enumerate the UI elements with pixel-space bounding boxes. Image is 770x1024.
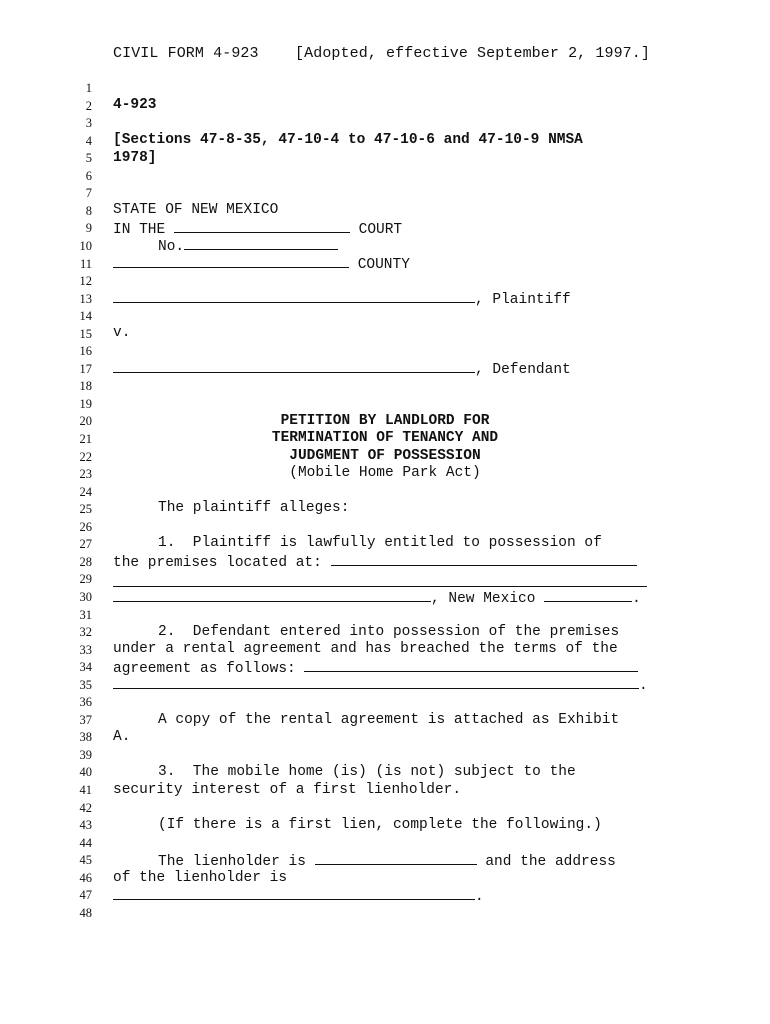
- lienholder-line-1: [158, 851, 616, 869]
- new-mexico-line: [113, 588, 641, 606]
- premises-address-field[interactable]: [331, 552, 637, 566]
- breach-terms-field-2[interactable]: [113, 675, 639, 689]
- line-number: 1: [85, 81, 92, 95]
- line-number: 13: [79, 291, 92, 306]
- line-number: 47: [79, 888, 92, 903]
- address-label: and the address: [485, 854, 616, 870]
- line-number: 41: [79, 783, 92, 797]
- premises-label: the premises located at:: [113, 555, 322, 571]
- line-number: 45: [79, 853, 92, 868]
- state-caption: STATE OF NEW MEXICO: [113, 202, 279, 218]
- period: .: [632, 591, 641, 607]
- line-number: 40: [79, 765, 92, 780]
- in-the-label: IN THE: [113, 222, 166, 238]
- plaintiff-line: [113, 289, 571, 307]
- title-line-1: PETITION BY LANDLORD FOR: [280, 413, 490, 429]
- line-number: 46: [79, 870, 92, 885]
- line-number: 32: [79, 625, 92, 640]
- breach-terms-line-2: [113, 675, 648, 693]
- line-number: 38: [79, 730, 92, 745]
- line-number: 42: [79, 800, 92, 815]
- line-number: 28: [79, 554, 92, 569]
- alleges: The plaintiff alleges:: [158, 500, 350, 516]
- line-number: 34: [79, 660, 92, 675]
- line-number: 16: [79, 344, 92, 359]
- line-number: 8: [85, 203, 92, 218]
- county-line: [113, 254, 410, 272]
- line-number: 22: [79, 449, 92, 464]
- case-number-field[interactable]: [184, 236, 338, 250]
- case-number-line: [158, 236, 338, 254]
- lienholder-name-field[interactable]: [315, 851, 477, 865]
- exhibit-line-2: A.: [113, 729, 131, 745]
- title-line-2: TERMINATION OF TENANCY AND: [271, 430, 499, 446]
- plaintiff-label: , Plaintiff: [475, 292, 571, 308]
- line-number: 29: [79, 572, 92, 587]
- premises-address-field-2[interactable]: [113, 586, 647, 587]
- lien-instruction: (If there is a first lien, complete the following.): [158, 817, 602, 833]
- line-number: 20: [79, 414, 92, 429]
- line-number: 44: [79, 835, 92, 850]
- period-3: .: [475, 889, 484, 905]
- form-number: 4-923: [113, 97, 157, 113]
- period-2: .: [639, 678, 648, 694]
- line-number: 39: [79, 747, 92, 762]
- form-header: [113, 45, 650, 62]
- premises-zip-field[interactable]: [544, 588, 632, 602]
- breach-terms-field[interactable]: [304, 658, 638, 672]
- case-number-label: No.: [158, 239, 185, 255]
- line-number: 5: [85, 151, 92, 166]
- new-mexico-label: , New Mexico: [431, 591, 536, 607]
- defendant-name-field[interactable]: [113, 359, 475, 373]
- line-number: 14: [79, 309, 92, 324]
- county-label: COUNTY: [357, 257, 410, 273]
- line-number: 2: [85, 98, 92, 113]
- premises-city-field[interactable]: [113, 588, 431, 602]
- title-line-3: JUDGMENT OF POSSESSION: [289, 448, 481, 464]
- exhibit-line-1: A copy of the rental agreement is attached as Exhibit: [158, 712, 620, 728]
- paragraph-3-line-2: security interest of a first lienholder.: [113, 782, 462, 798]
- line-number: 36: [79, 695, 92, 710]
- line-number: 26: [79, 519, 92, 534]
- line-number: 9: [85, 221, 92, 236]
- court-line: [113, 219, 402, 237]
- lienholder-address-line: [113, 886, 484, 904]
- lienholder-address-field[interactable]: [113, 886, 475, 900]
- paragraph-2-line-2: under a rental agreement and has breached the terms of the: [113, 641, 618, 657]
- lienholder-label: The lienholder is: [158, 854, 306, 870]
- court-label: COURT: [358, 222, 403, 238]
- plaintiff-name-field[interactable]: [113, 289, 475, 303]
- line-number: 7: [85, 186, 92, 201]
- defendant-label: , Defendant: [475, 362, 571, 378]
- paragraph-1-line-1: 1. Plaintiff is lawfully entitled to possession of: [158, 535, 602, 551]
- statute-sections: [Sections 47-8-35, 47-10-4 to 47-10-6 and 47-10-9 NMSA: [113, 132, 583, 148]
- line-number: 6: [85, 168, 92, 183]
- paragraph-3-line-1: 3. The mobile home (is) (is not) subject to the: [158, 764, 576, 780]
- paragraph-2-line-3: [113, 658, 638, 676]
- line-number: 4: [85, 133, 92, 148]
- line-number: 19: [79, 396, 92, 411]
- line-number: 10: [79, 238, 92, 253]
- line-number: 48: [79, 905, 92, 920]
- defendant-line: [113, 359, 571, 377]
- versus: v.: [113, 325, 131, 341]
- county-field[interactable]: [113, 254, 349, 268]
- line-number: 30: [79, 589, 92, 604]
- line-number: 23: [79, 467, 92, 482]
- line-number: 37: [79, 712, 92, 727]
- statute-sections-cont: 1978]: [113, 150, 157, 166]
- line-number: 25: [79, 502, 92, 517]
- line-number: 24: [79, 484, 92, 499]
- adoption-note: [Adopted, effective September 2, 1997.]: [295, 45, 650, 62]
- line-number: 12: [79, 274, 92, 289]
- line-number: 11: [79, 256, 92, 271]
- line-number: 17: [79, 361, 92, 376]
- line-number: 3: [85, 116, 92, 131]
- line-number: 15: [79, 326, 92, 341]
- court-name-field[interactable]: [174, 219, 350, 233]
- line-number: 18: [79, 379, 92, 394]
- paragraph-1-line-2: [113, 552, 637, 570]
- title-subtitle: (Mobile Home Park Act): [289, 465, 481, 481]
- line-number: 27: [79, 537, 92, 552]
- line-number: 31: [79, 607, 92, 622]
- form-number-header: CIVIL FORM 4-923: [113, 45, 259, 62]
- lienholder-line-2: of the lienholder is: [113, 870, 288, 886]
- line-number: 35: [79, 677, 92, 692]
- breach-label: agreement as follows:: [113, 661, 296, 677]
- paragraph-2-line-1: 2. Defendant entered into possession of the premises: [158, 624, 620, 640]
- line-number: 33: [79, 642, 92, 657]
- line-number: 21: [79, 432, 92, 446]
- line-number: 43: [79, 818, 92, 833]
